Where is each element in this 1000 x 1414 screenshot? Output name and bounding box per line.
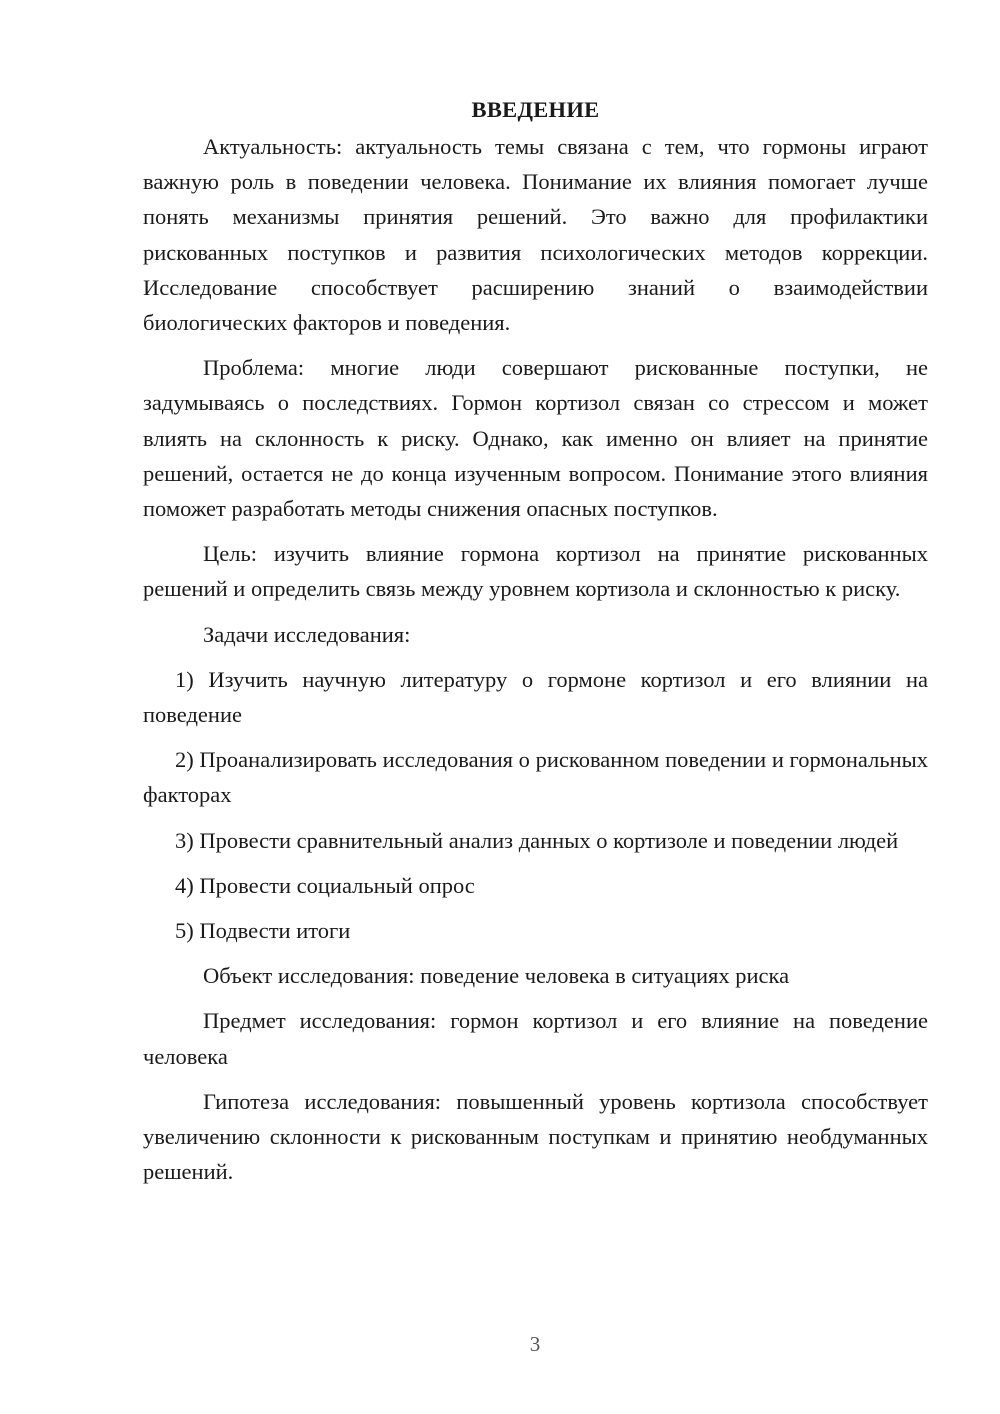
task-item-2: 2) Проанализировать исследования о рискованном поведении и гормональных факторах bbox=[143, 747, 928, 808]
subject-paragraph: Предмет исследования: гормон кортизол и его влияние на поведение человека bbox=[143, 1008, 928, 1069]
task-item-3: 3) Провести сравнительный анализ данных о кортизоле и поведении людей bbox=[175, 827, 899, 853]
problem-paragraph: Проблема: многие люди совершают рискованные поступки, не задумываясь о последствиях. Гормон кортизол связан со стрессом и может влиять на склонность к риску. Однако, как именно он влияет на принятие решений, остается не до конца изученным вопросом. Понимание этого влияния поможет разработать методы снижения опасных поступков. bbox=[143, 355, 928, 522]
relevance-paragraph: Актуальность: актуальность темы связана с тем, что гормоны играют важную роль в поведении человека. Понимание их влияния помогает лучше понять механизмы принятия решений. Это важно для профилактики рискованных поступков и развития психологических методов коррекции. Исследование способствует расширению знаний о взаимодействии биологических факторов и поведения. bbox=[143, 134, 928, 336]
object-paragraph: Объект исследования: поведение человека в ситуациях риска bbox=[203, 963, 790, 989]
goal-paragraph: Цель: изучить влияние гормона кортизол на принятие рискованных решений и определить связь между уровнем кортизола и склонностью к риску. bbox=[143, 541, 928, 602]
tasks-heading: Задачи исследования: bbox=[203, 621, 411, 647]
page-number: 3 bbox=[529, 1332, 541, 1356]
task-item-1: 1) Изучить научную литературу о гормоне кортизол и его влиянии на поведение bbox=[143, 666, 928, 728]
task-item-4: 4) Провести социальный опрос bbox=[175, 872, 475, 898]
document-page bbox=[143, 92, 928, 1189]
task-item-5: 5) Подвести итоги bbox=[175, 918, 351, 944]
hypothesis-paragraph: Гипотеза исследования: повышенный уровень кортизола способствует увеличению склонности к рискованным поступкам и принятию необдуманных решений. bbox=[143, 1088, 928, 1185]
page-title: ВВЕДЕНИЕ bbox=[471, 97, 600, 122]
